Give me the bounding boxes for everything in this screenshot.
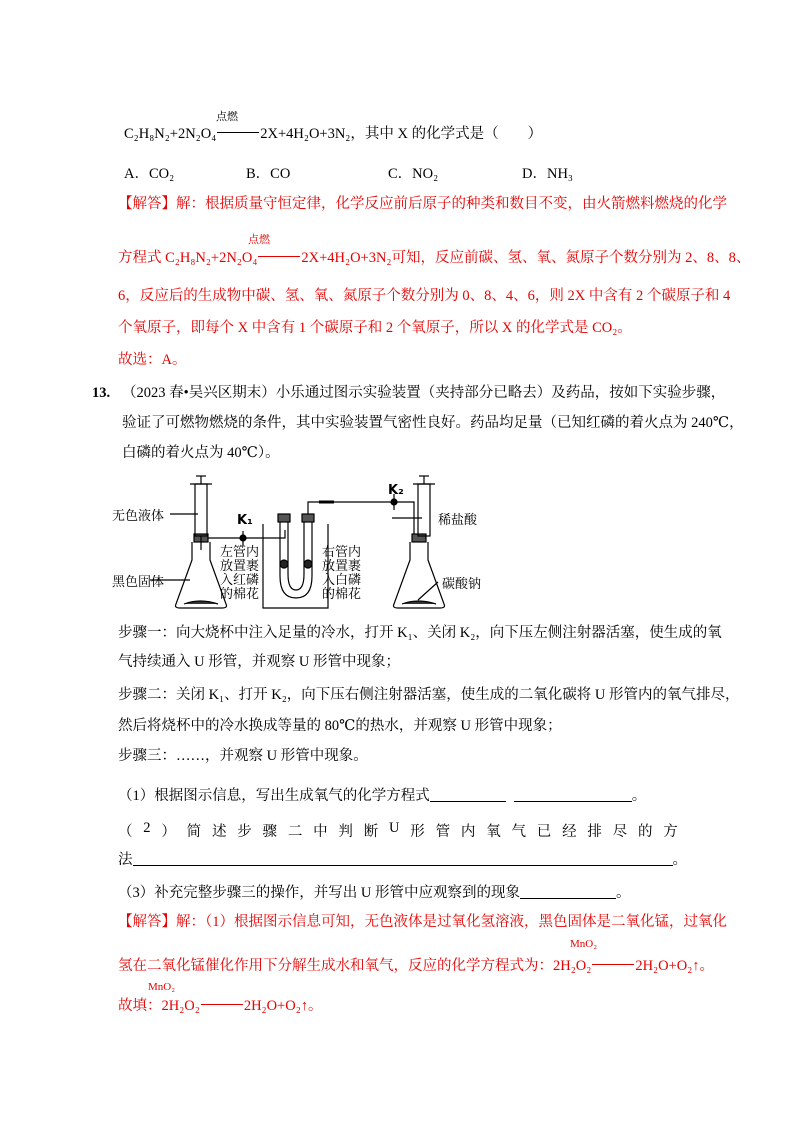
q13-fill: 故填：2H₂O₂ 2H₂O+O₂↑。 xyxy=(118,998,323,1014)
right-flask xyxy=(394,542,445,608)
step3-line: 步骤三：……，并观察 U 形管中现象。 xyxy=(118,748,368,764)
subq3: （3）补充完整步骤三的操作，并写出 U 形管中应观察到的现象 。 xyxy=(118,885,631,901)
q13-answer-line2: 氢在二氧化锰催化作用下分解生成水和氧气，反应的化学方程式为：2H₂O₂ 2H₂O+O₂↑。 xyxy=(118,958,715,974)
beaker xyxy=(263,524,328,608)
left-syringe xyxy=(195,484,207,536)
blank-1b[interactable] xyxy=(514,787,632,802)
label-colorless-liquid: 无色液体 xyxy=(112,509,165,524)
right-tube-label-3: 入白磷 xyxy=(322,573,362,588)
q13-stem-2: 验证了可燃物燃烧的条件，其中实验装置气密性良好。药品均足量（已知红磷的着火点为 240℃， xyxy=(122,415,744,431)
right-tube-label-4: 的棉花 xyxy=(322,587,362,602)
subq2-line2: 法 。 xyxy=(118,852,687,868)
q13-answer-line1: 【解答】解：（1）根据图示信息可知，无色液体是过氧化氢溶液，黑色固体是二氧化锰，过氧化 xyxy=(118,914,727,930)
step2-line2: 然后将烧杯中的冷水换成等量的 80℃的热水，并观察 U 形管中现象； xyxy=(118,718,562,734)
option-a: A．CO₂ xyxy=(124,166,175,182)
equation-line xyxy=(217,132,259,133)
option-d: D．NH₃ xyxy=(522,166,573,182)
label-k2: K₂ xyxy=(388,483,404,498)
q13-stem-3: 白磷的着火点为 40℃）。 xyxy=(122,445,280,461)
left-tube-label-4: 的棉花 xyxy=(220,587,260,602)
label-black-solid: 黑色固体 xyxy=(112,575,165,590)
left-tube-label-2: 放置裹 xyxy=(220,559,260,574)
right-syringe xyxy=(418,484,430,536)
subq2-line1: （ 2 ） 简 述 步 骤 二 中 判 断 U 形 管 内 氧 气 已 经 排 尽 的 方 xyxy=(118,820,678,840)
subq1: （1）根据图示信息，写出生成氧气的化学方程式 。 xyxy=(118,788,647,804)
q12-answer-line4: 个氧原子，即每个 X 中含有 1 个碳原子和 2 个氧原子，所以 X 的化学式是 CO₂。 xyxy=(118,320,632,336)
q13-number: 13. xyxy=(92,385,111,401)
catalyst-label-2: MnO₂ xyxy=(148,981,176,993)
step2-line1: 步骤二：关闭 K₁、打开 K₂，向下压右侧注射器活塞，使生成的二氧化碳将 U 形管内的氧气排尽， xyxy=(118,687,740,703)
q13-stem-1: （2023 春•吴兴区期末）小乐通过图示实验装置（夹持部分已略去）及药品，按如下实验步骤， xyxy=(122,385,726,401)
q12-answer-line2: 方程式 C₂H₈N₂+2N₂O₄ 2X+4H₂O+3N₂可知，反应前碳、氢、氧、氮原子个数分别为 2、8、8、 xyxy=(118,250,751,266)
q12-choice: 故选：A。 xyxy=(118,352,187,368)
right-tube-label-1: 右管内 xyxy=(322,545,362,560)
step1-line1: 步骤一：向大烧杯中注入足量的冷水，打开 K₁、关闭 K₂，向下压左侧注射器活塞，使生成的氧 xyxy=(118,625,722,641)
label-sodium-carbonate: 碳酸钠 xyxy=(442,577,482,592)
reaction-condition: 点燃 xyxy=(216,111,238,123)
left-tube-label-3: 入红磷 xyxy=(220,573,260,588)
blank-3[interactable] xyxy=(520,884,616,899)
q12-answer-line1: 【解答】解：根据质量守恒定律，化学反应前后原子的种类和数目不变，由火箭燃料燃烧的化学 xyxy=(118,196,727,212)
blank-1a[interactable] xyxy=(430,787,506,802)
label-k1: K₁ xyxy=(237,513,253,528)
reaction-condition-2: 点燃 xyxy=(248,234,270,246)
q12-answer-line3: 6，反应后的生成物中碳、氢、氧、氮原子个数分别为 0、8、4、6，则 2X 中含有 2 个碳原子和 4 xyxy=(118,288,731,304)
step1-line2: 气持续通入 U 形管，并观察 U 形管中现象； xyxy=(118,654,400,670)
blank-2[interactable] xyxy=(133,851,673,866)
experiment-apparatus-figure xyxy=(110,472,490,612)
right-tube-label-2: 放置裹 xyxy=(322,559,362,574)
left-flask xyxy=(176,542,227,608)
q12-equation: C₂H₈N₂+2N₂O₄ 2X+4H₂O+3N₂，其中 X 的化学式是（ ） xyxy=(124,126,543,142)
option-c: C．NO₂ xyxy=(388,166,439,182)
left-tube-label-1: 左管内 xyxy=(220,545,260,560)
option-b: B．CO xyxy=(246,166,291,182)
catalyst-label: MnO₂ xyxy=(570,938,598,950)
label-dilute-hcl: 稀盐酸 xyxy=(438,513,478,528)
